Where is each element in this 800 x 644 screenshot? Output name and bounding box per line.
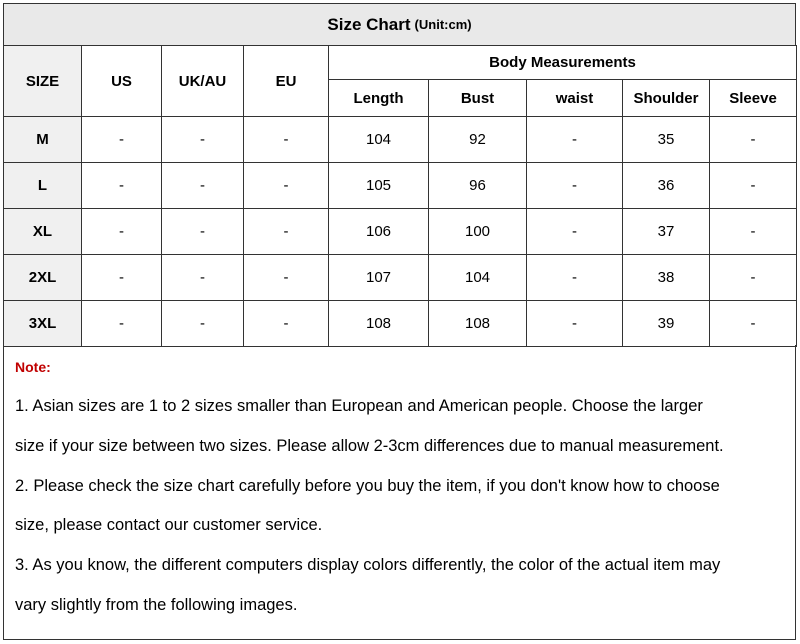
- waist-cell: -: [527, 163, 623, 209]
- size-cell: 3XL: [4, 301, 82, 347]
- eu-cell: -: [244, 209, 329, 255]
- table-row: [4, 209, 797, 255]
- length-cell: 104: [329, 117, 429, 163]
- note-section: [3, 345, 796, 640]
- bust-header: Bust: [429, 80, 527, 117]
- size-cell: L: [4, 163, 82, 209]
- length-header: Length: [329, 80, 429, 117]
- size-cell: 2XL: [4, 255, 82, 301]
- length-cell: 106: [329, 209, 429, 255]
- eu-cell: -: [244, 301, 329, 347]
- bust-cell: 100: [429, 209, 527, 255]
- ukau-cell: -: [162, 117, 244, 163]
- eu-cell: -: [244, 117, 329, 163]
- bust-cell: 104: [429, 255, 527, 301]
- title-unit: (Unit:cm): [414, 17, 472, 32]
- note-line: 2. Please check the size chart carefully before you buy the item, if you don't know how to choose: [15, 477, 720, 495]
- size-cell: XL: [4, 209, 82, 255]
- us-cell: -: [82, 255, 162, 301]
- table-row: [4, 163, 797, 209]
- us-cell: -: [82, 209, 162, 255]
- us-header: US: [82, 46, 162, 117]
- shoulder-cell: 35: [623, 117, 710, 163]
- length-cell: 105: [329, 163, 429, 209]
- sleeve-cell: -: [710, 163, 797, 209]
- eu-header: EU: [244, 46, 329, 117]
- length-cell: 107: [329, 255, 429, 301]
- eu-cell: -: [244, 255, 329, 301]
- header-row-1: [4, 46, 797, 80]
- waist-header: waist: [527, 80, 623, 117]
- length-cell: 108: [329, 301, 429, 347]
- sleeve-cell: -: [710, 301, 797, 347]
- note-line: size, please contact our customer service.: [15, 516, 323, 534]
- note-line: vary slightly from the following images.: [15, 596, 298, 614]
- sleeve-cell: -: [710, 117, 797, 163]
- waist-cell: -: [527, 301, 623, 347]
- eu-cell: -: [244, 163, 329, 209]
- shoulder-header: Shoulder: [623, 80, 710, 117]
- shoulder-cell: 37: [623, 209, 710, 255]
- size-chart-title: [3, 3, 796, 46]
- shoulder-cell: 39: [623, 301, 710, 347]
- shoulder-cell: 36: [623, 163, 710, 209]
- table-row: [4, 301, 797, 347]
- note-line: size if your size between two sizes. Please allow 2-3cm differences due to manual measurement.: [15, 437, 724, 455]
- ukau-cell: -: [162, 301, 244, 347]
- body-measurements-header: Body Measurements: [329, 46, 797, 80]
- size-cell: M: [4, 117, 82, 163]
- table-row: [4, 117, 797, 163]
- us-cell: -: [82, 163, 162, 209]
- title-text: Size Chart: [327, 14, 411, 34]
- size-table: [3, 45, 797, 347]
- waist-cell: -: [527, 255, 623, 301]
- bust-cell: 92: [429, 117, 527, 163]
- ukau-cell: -: [162, 163, 244, 209]
- us-cell: -: [82, 301, 162, 347]
- us-cell: -: [82, 117, 162, 163]
- bust-cell: 108: [429, 301, 527, 347]
- table-row: [4, 255, 797, 301]
- note-line: 1. Asian sizes are 1 to 2 sizes smaller than European and American people. Choose the larger: [15, 397, 703, 415]
- note-line: 3. As you know, the different computers display colors differently, the color of the actual item may: [15, 556, 721, 574]
- sleeve-header: Sleeve: [710, 80, 797, 117]
- shoulder-cell: 38: [623, 255, 710, 301]
- ukau-cell: -: [162, 255, 244, 301]
- note-label: Note:: [15, 359, 51, 375]
- sleeve-cell: -: [710, 209, 797, 255]
- ukau-cell: -: [162, 209, 244, 255]
- bust-cell: 96: [429, 163, 527, 209]
- size-header: SIZE: [4, 46, 82, 117]
- ukau-header: UK/AU: [162, 46, 244, 117]
- waist-cell: -: [527, 117, 623, 163]
- waist-cell: -: [527, 209, 623, 255]
- sleeve-cell: -: [710, 255, 797, 301]
